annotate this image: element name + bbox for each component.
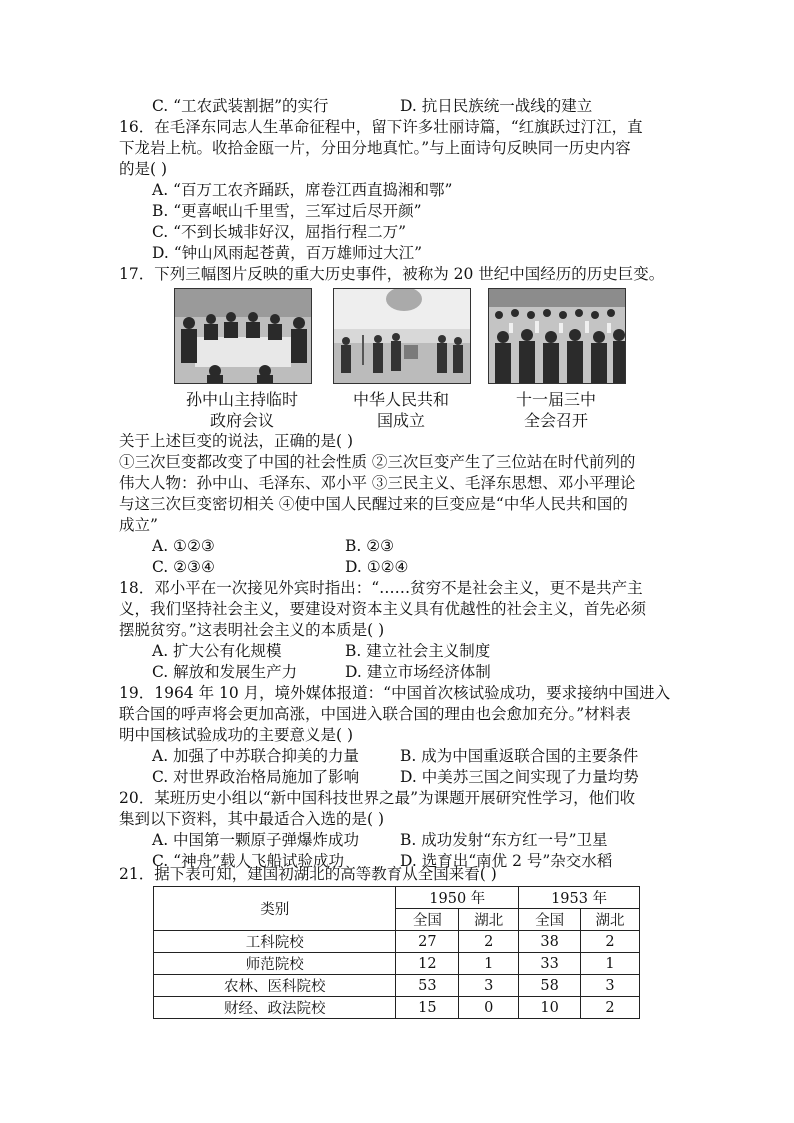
q19-stem-line-2: 联合国的呼声将会更加高涨，中国进入联合国的理由也会愈加充分。”材料表 [119,705,631,723]
caption-photo-1 [180,389,304,431]
q16-option-c: C. “不到长城非好汉，屈指行程二万” [152,223,407,241]
q21-stem: 21．据下表可知，建国初湖北的高等教育从全国来看( ) [119,865,497,883]
q19-option-a: A. 加强了中苏联合抑美的力量 [152,747,360,765]
q15-option-c: C. “工农武装割据”的实行 [152,97,329,115]
cell-value: 53 [396,975,459,997]
caption-photo-2-line-1: 中华人民共和 [352,390,449,409]
header-year-1950: 1950 年 [396,887,519,909]
q18-option-a: A. 扩大公有化规模 [152,642,282,660]
q20-option-b: B. 成功发射“东方红一号”卫星 [400,831,608,849]
q20-option-d: D. 选育出“南优 2 号”杂交水稻 [400,852,613,870]
photo-provisional-government-meeting [174,288,312,384]
table-row [154,997,640,1019]
caption-photo-3 [500,389,612,431]
cell-value: 1 [459,953,519,975]
table-row [154,975,640,997]
q18-option-c: C. 解放和发展生产力 [152,663,298,681]
caption-photo-3-line-2: 全会召开 [523,411,588,430]
cell-value: 10 [519,997,581,1019]
q19-stem-line-3: 明中国核试验成功的主要意义是( ) [119,726,354,744]
cell-value: 3 [459,975,519,997]
q16-option-d: D. “钟山风雨起苍黄，百万雄师过大江” [152,244,423,262]
photo-third-plenary-session [488,288,626,384]
q19-option-c: C. 对世界政治格局施加了影响 [152,768,360,786]
caption-photo-1-line-2: 政府会议 [209,411,274,430]
table-row [154,953,640,975]
q19-option-d: D. 中美苏三国之间实现了力量均势 [400,768,639,786]
q17-question: 关于上述巨变的说法，正确的是( ) [119,432,354,450]
cell-value: 38 [519,931,581,953]
ceremony-photo-illustration [334,289,470,383]
meeting-photo-illustration [175,289,311,383]
cell-value: 2 [459,931,519,953]
plenary-photo-illustration [489,289,625,383]
cell-value: 0 [459,997,519,1019]
table-header-row-1 [154,887,640,909]
cell-value: 12 [396,953,459,975]
q17-stem: 17．下列三幅图片反映的重大历史事件，被称为 20 世纪中国经历的历史巨变。 [119,265,665,283]
cell-value: 27 [396,931,459,953]
header-category: 类别 [154,887,396,931]
cell-value: 2 [581,997,640,1019]
row-label: 财经、政法院校 [154,997,396,1019]
q18-option-d: D. 建立市场经济体制 [345,663,491,681]
q20-option-a: A. 中国第一颗原子弹爆炸成功 [152,831,360,849]
subheader-hubei-1953: 湖北 [581,909,640,931]
q17-option-d: D. ①②④ [345,558,409,576]
caption-photo-2 [345,389,457,431]
q16-option-b: B. “更喜岷山千里雪，三军过后尽开颜” [152,202,422,220]
photo-prc-founding-ceremony [333,288,471,384]
header-year-1953: 1953 年 [519,887,640,909]
cell-value: 3 [581,975,640,997]
subheader-national-1950: 全国 [396,909,459,931]
q18-option-b: B. 建立社会主义制度 [345,642,491,660]
q17-statements-line-3: 与这三次巨变密切相关 ④使中国人民醒过来的巨变应是“中华人民共和国的 [119,495,628,513]
row-label: 师范院校 [154,953,396,975]
row-label: 农林、医科院校 [154,975,396,997]
q15-option-d: D. 抗日民族统一战线的建立 [400,97,593,115]
cell-value: 58 [519,975,581,997]
q16-stem-line-2: 下龙岩上杭。收拾金瓯一片，分田分地真忙。”与上面诗句反映同一历史内容 [119,139,631,157]
q17-statements-line-4: 成立” [119,516,158,534]
cell-value: 2 [581,931,640,953]
q17-statements-line-2: 伟大人物：孙中山、毛泽东、邓小平 ③三民主义、毛泽东思想、邓小平理论 [119,474,636,492]
table-row [154,931,640,953]
q17-option-b: B. ②③ [345,537,395,555]
cell-value: 1 [581,953,640,975]
cell-value: 15 [396,997,459,1019]
q16-stem-line-3: 的是( ) [119,160,168,178]
q20-stem-line-2: 集到以下资料，其中最适合入选的是( ) [119,810,385,828]
q17-statements-line-1: ①三次巨变都改变了中国的社会性质 ②三次巨变产生了三位站在时代前列的 [119,453,636,471]
cell-value: 33 [519,953,581,975]
caption-photo-1-line-1: 孙中山主持临时 [185,390,298,409]
q18-stem-line-3: 摆脱贫穷。”这表明社会主义的本质是( ) [119,621,385,639]
q20-stem-line-1: 20．某班历史小组以“新中国科技世界之最”为课题开展研究性学习，他们收 [119,789,636,807]
q20-option-c: C. “神舟”载人飞船试验成功 [152,852,345,870]
caption-photo-3-line-1: 十一届三中 [515,390,596,409]
higher-education-table [153,886,640,1019]
q16-stem-line-1: 16．在毛泽东同志人生革命征程中，留下许多壮丽诗篇，“红旗跃过汀江，直 [119,118,643,136]
row-label: 工科院校 [154,931,396,953]
q18-stem-line-1: 18．邓小平在一次接见外宾时指出：“……贫穷不是社会主义，更不是共产主 [119,579,643,597]
q17-option-a: A. ①②③ [152,537,215,555]
q19-option-b: B. 成为中国重返联合国的主要条件 [400,747,639,765]
subheader-national-1953: 全国 [519,909,581,931]
q19-stem-line-1: 19．1964 年 10 月，境外媒体报道：“中国首次核试验成功，要求接纳中国进入 [119,684,671,702]
q18-stem-line-2: 义，我们坚持社会主义，要建设对资本主义具有优越性的社会主义，首先必须 [119,600,647,618]
q17-option-c: C. ②③④ [152,558,215,576]
subheader-hubei-1950: 湖北 [459,909,519,931]
caption-photo-2-line-2: 国成立 [376,411,425,430]
q16-option-a: A. “百万工农齐踊跃，席卷江西直捣湘和鄂” [152,181,453,199]
